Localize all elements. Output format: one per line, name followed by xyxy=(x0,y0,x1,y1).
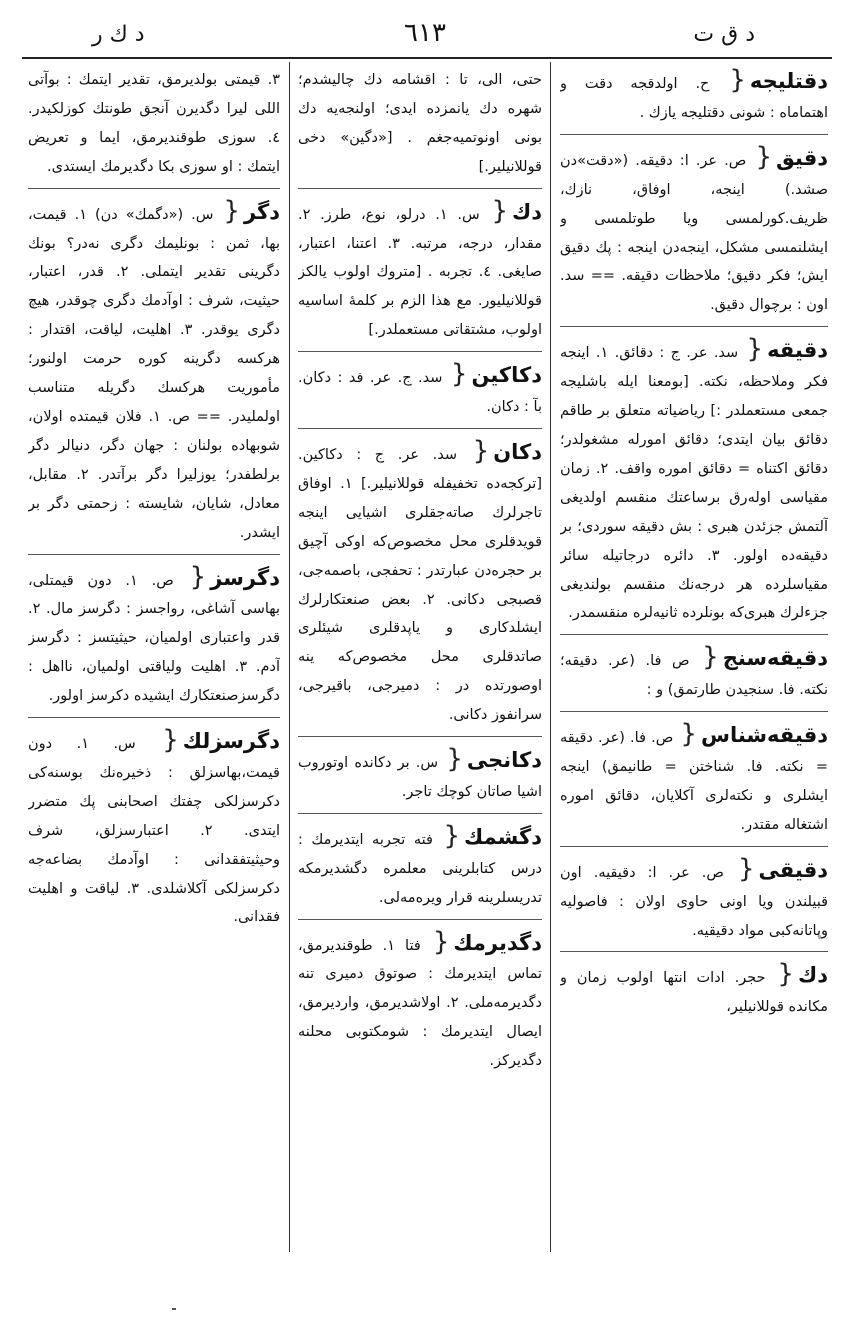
dictionary-entry xyxy=(298,745,542,807)
column-middle xyxy=(298,66,542,1246)
brace: { xyxy=(446,744,463,775)
brace: { xyxy=(729,66,746,95)
entry-definition: سد. عر. ج : دقائق. ١. اینجه فكر وملاحظه، نكته. [بومعنا ایله باشلیجه جمعی مستعملدر :] ریاضیاته متعلق بر طاقم دقائق بیان ایتدی؛ دقائق امورله مشغولدر؛ دقائق اكتناه = دقائق اموره واقف. ٢. زمان مقیاسی اولەرق برساعتك منقسم اولدیغی آلتمش جزئدن هبری : بش دقیقه سوردی؛ بر دقیقه‌ده اولور. ٣. دائره درجاتیله سائر مقیاسلرده هر درجه‌نك منقسم بولندیغی جزءلرك هبری‌كه بونلرده ثانیه‌لره منقسمدر. xyxy=(560,345,828,622)
entry-headword: دقیق xyxy=(775,145,828,170)
dictionary-entry xyxy=(560,643,828,705)
entry-definition: ٣. قیمتی بولدیرمق، تقدیر ایتمك : بوآتی اللی لیرا دگدیرن آنجق طونتك كوزلكیدر. ٤. سوزی طوقندیرمق، ایما و تعریض ایتمك : او سوزی بكا دگدیرمك ایستدی. xyxy=(28,72,280,175)
entry-separator xyxy=(560,634,828,635)
entry-definition: ص. فا. (عر. دقیقه = نكته. فا. شناختن = طانیمق) اینجه ایشلری و نكته‌لری آكلایان، دقائق اموره اشتغاله مقتدر. xyxy=(560,730,828,833)
header-rule xyxy=(22,57,832,59)
entry-headword: دگرسزلك xyxy=(182,729,280,754)
entry-headword: دقیقه‌سنج xyxy=(722,646,828,671)
brace: { xyxy=(432,926,450,957)
header-right-letters: د ق ت xyxy=(693,22,755,47)
entry-separator xyxy=(560,711,828,712)
dictionary-entry-continued xyxy=(298,66,542,182)
column-right xyxy=(560,66,828,1246)
brace: { xyxy=(737,853,755,884)
entry-definition: فتا ١. طوقندیرمق، تماس ایتدیرمك : صوتوق دمیری تنه دگدیرمه‌ملی. ٢. اولاشدیرمق، واردیرمق، ایصال ایتدیرمك : شومكتوبی محلنه دگدیركز. xyxy=(298,937,542,1070)
stray-mark xyxy=(172,1308,176,1310)
entry-headword: دكاكین xyxy=(471,363,542,388)
dictionary-entry xyxy=(560,960,828,1022)
entry-separator xyxy=(298,813,542,814)
column-left xyxy=(28,66,280,1246)
entry-headword: دك xyxy=(511,199,542,224)
entry-definition: ص فا. (عر. دقیقه؛ نكته. فا. سنجیدن طارتمق) و : xyxy=(560,653,828,699)
entry-headword: دكانجی xyxy=(466,748,542,773)
brace: { xyxy=(680,719,697,750)
brace: { xyxy=(755,141,772,172)
entry-definition: س. ١. دون قیمت،بهاسزلق : ذخیره‌نك بوسنه‌كی دكرسزلكی چفتك اصحابنی پك متضرر ایتدی. ٢. اعتبارسزلق، شرف وحیثیتفقدانی : اوآدمك بضاعه‌جه دكرسزلكی آكلاشلدی. ٣. لیاقت و اهلیت فقدانی. xyxy=(28,736,280,926)
dictionary-entry xyxy=(298,822,542,913)
brace: { xyxy=(162,725,179,756)
entry-definition: ص. عر. ا: دقیقه. («دقت»دن صشد.) اینجه، اوفاق، نازك، ظریف.كورلمسی ویا طوتلمسی و ایشلنمسی مشكل، اینجه‌دن اینجه : پك دقیق ایش؛ فكر دقیق؛ ملاحظات دقیقه. == سد. اون : برچوال دقیق. xyxy=(560,152,828,314)
entry-headword: دگر xyxy=(243,199,280,224)
brace: { xyxy=(746,334,764,365)
dictionary-entry xyxy=(298,928,542,1077)
entry-headword: دكان xyxy=(493,439,542,464)
dictionary-entry-continued xyxy=(28,66,280,182)
column-divider-right xyxy=(550,62,551,1252)
dictionary-entry xyxy=(28,197,280,548)
entry-headword: دگرسز xyxy=(210,565,280,590)
entry-headword: دك xyxy=(797,963,828,988)
dictionary-entry xyxy=(298,437,542,730)
entry-headword: دگدیرمك xyxy=(453,930,542,955)
brace: { xyxy=(443,820,461,851)
entry-separator xyxy=(28,554,280,555)
brace: { xyxy=(777,959,794,990)
entry-definition: س. ١. درلو، نوع، طرز. ٢. مقدار، درجه، مرتبه. ٣. اعتنا، اعتبار، صایغی. ٤. تجربه . [متروك اولوب یالكز قوللانیلیور. مع هذا الزم بر كلمهٔ اساسیه اولوب، مشتقاتی مستعملدر.] xyxy=(298,206,542,339)
page-header xyxy=(0,14,853,58)
entry-headword: دقتلیجه xyxy=(749,69,828,93)
entry-separator xyxy=(298,919,542,920)
entry-separator xyxy=(298,188,542,189)
brace: { xyxy=(189,561,207,592)
dictionary-entry xyxy=(298,197,542,346)
brace: { xyxy=(702,642,719,673)
entry-definition: ص. عر. ا: دقیقیه. اون قبیلندن ویا اونی حاوی اولان : فاصولیه وپاتانه‌كبی مواد دقیقیه. xyxy=(560,864,828,939)
dictionary-entry xyxy=(560,335,828,628)
dictionary-entry xyxy=(560,855,828,946)
entry-separator xyxy=(28,188,280,189)
entry-definition: سد. ج. عر. فد : دكان. بآ : دكان. xyxy=(298,370,542,416)
brace: { xyxy=(491,195,508,226)
entry-separator xyxy=(28,717,280,718)
entry-definition: حجر. ادات انتها اولوب زمان و مكانده قوللانیلیر، xyxy=(560,970,828,1016)
entry-definition: حتی، الی، تا : اقشامه دك چالیشدم؛ شهره دك یانمزده ایدی؛ اولنجه‌یه دك بونی اونوتمیه‌جغم . [«دگین» دخی قوللانیلیر.] xyxy=(298,72,542,175)
entry-definition: س. («دگمك» دن) ١. قیمت، بها، ثمن : بونلیمك دگری نه‌در؟ بونك دگرینی تقدیر ایتملی. ٢. قدر، اعتبار، حیثیت، شرف : اوآدمك دگری چوقدر، هیچ دگری یوقدر. ٣. اهلیت، لیاقت، اقتدار : هركسه دگرینه كوره حرمت اولنور؛ مأموریت هركسك دگریله متناسب اولملیدر. == ص. ١. فلان قیمتده اولان، شوبهاده بولنان : جهان دگر، دنیالر دگر برلطفدر؛ یوزلیرا دگر برآتدر. ٢. مقابل، معادل، شایان، شایسته : زحمتی دگر بر ایشدر. xyxy=(28,206,280,541)
brace: { xyxy=(450,359,468,390)
column-divider-left xyxy=(289,62,290,1252)
entry-separator xyxy=(560,951,828,952)
entry-definition: فتە تجربه ایتدیرمك : درس كتابلرینی معلمره دگشدیرمكه تدریسلرینه قرار ویرەمەلی. xyxy=(298,831,542,906)
entry-headword: دقیقی xyxy=(758,857,828,882)
header-left-letters: د ك ر xyxy=(92,22,145,47)
entry-headword: دقیقه xyxy=(767,338,828,363)
brace: { xyxy=(472,435,490,466)
dictionary-entry xyxy=(298,360,542,422)
entry-definition: سد. عر. ج : دكاكین. [تركجه‌ده تخفیفله قوللانیلیر.] ١. اوفاق تاجرلرك صاتەجقلری اشیایی اینجه قویدقلری محل مخصوص‌كه اوكی آچیق بر حجره‌دن عبارتدر : تحفجی، باصمه‌جی، قصبجی دكانی. ٢. بعض صنعتكارلرك ایشلدكاری و یاپدقلری شیئلری صاتدقلری محل مخصوص‌كه ینه اوصورتده در : دمیرجی، باقیرجی، سرانفوز دكانی. xyxy=(298,446,542,724)
dictionary-entry xyxy=(28,563,280,712)
dictionary-entry xyxy=(560,143,828,320)
entry-definition: ح. اولدقجه دقت و اهتماماه : شونی دقتلیجه یازك . xyxy=(560,76,828,121)
entry-separator xyxy=(560,326,828,327)
entry-definition: ص. ١. دون قیمتلی، بهاسی آشاغی، رواجسز : دگرسز مال. ٢. قدر واعتباری اولمیان، حیثیتسز : دگرسز آدم. ٣. اهلیت ولیاقتی اولمیان، نااهل : دگرسزصنعتكارك ایشیده دكرسز اولور. xyxy=(28,572,280,705)
dictionary-entry xyxy=(560,66,828,128)
entry-separator xyxy=(560,134,828,135)
entry-headword: دقیقه‌شناس xyxy=(700,723,828,748)
brace: { xyxy=(223,195,240,226)
entry-separator xyxy=(298,351,542,352)
dictionary-entry xyxy=(28,726,280,932)
entry-definition: س. بر دكانده اوتوروب اشیا صاتان كوچك تاجر. xyxy=(298,755,542,800)
entry-separator xyxy=(560,846,828,847)
entry-headword: دگشمك xyxy=(464,824,542,849)
page-number: ٦١٣ xyxy=(404,18,446,48)
dictionary-entry xyxy=(560,720,828,840)
entry-separator xyxy=(298,736,542,737)
entry-separator xyxy=(298,428,542,429)
